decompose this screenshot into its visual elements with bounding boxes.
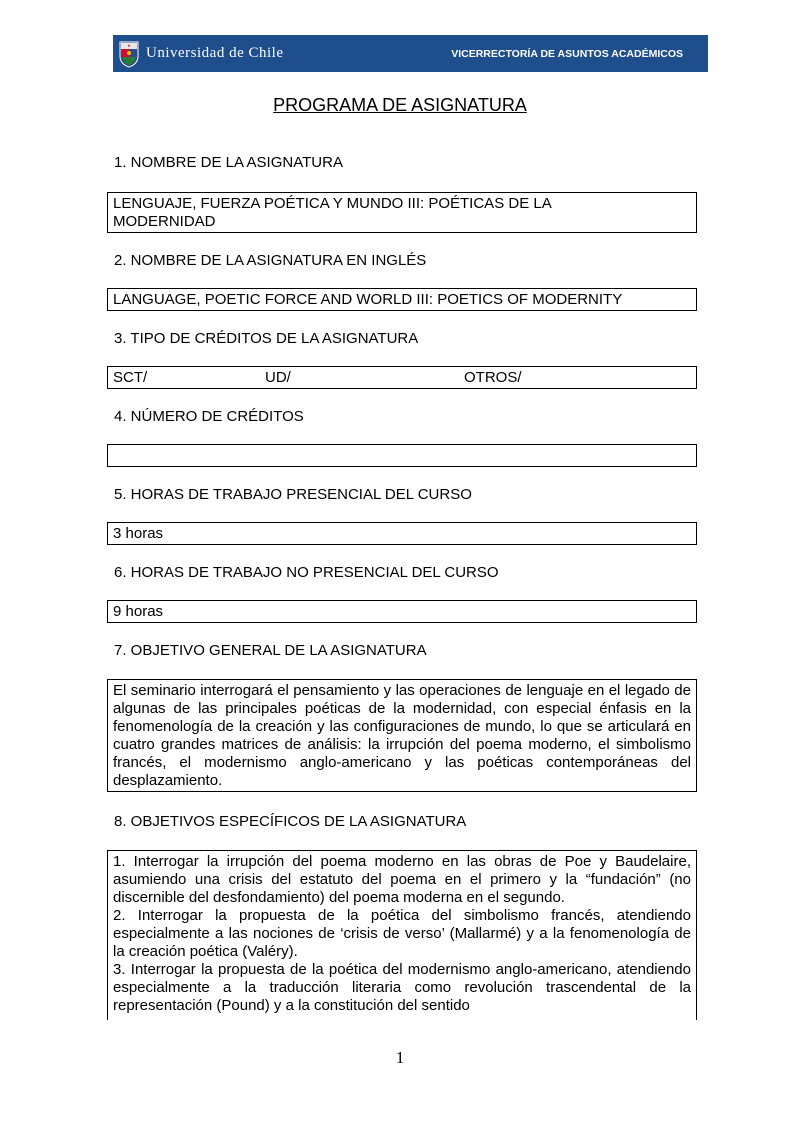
section-7-box — [107, 679, 697, 792]
section-2-heading: 2. NOMBRE DE LA ASIGNATURA EN INGLÉS — [114, 252, 427, 269]
section-6-heading: 6. HORAS DE TRABAJO NO PRESENCIAL DEL CURSO — [114, 564, 499, 581]
section-5-heading: 5. HORAS DE TRABAJO PRESENCIAL DEL CURSO — [114, 486, 472, 503]
credit-type-otros: OTROS/ — [464, 369, 522, 386]
header-banner — [113, 35, 708, 72]
vicerrectoria-label: VICERRECTORÍA DE ASUNTOS ACADÉMICOS — [451, 47, 683, 60]
specific-objective-2: 2. Interrogar la propuesta de la poética del simbolismo francés, atendiendo especialmente a las nociones de ‘crisis de verso’ (Mallarmé) y a la fenomenología de la creación poética (Valéry). — [113, 907, 691, 960]
section-1-heading: 1. NOMBRE DE LA ASIGNATURA — [114, 154, 343, 171]
section-8-heading: 8. OBJETIVOS ESPECÍFICOS DE LA ASIGNATURA — [114, 813, 467, 830]
document-title: PROGRAMA DE ASIGNATURA — [273, 95, 527, 115]
course-name-line-2: MODERNIDAD — [113, 213, 216, 230]
specific-objective-3: 3. Interrogar la propuesta de la poética del modernismo anglo-americano, atendiendo especialmente a la traducción literaria como revolución trascendental de la representación (Pound) y a la constitución del sentido — [113, 961, 691, 1014]
non-presential-hours: 9 horas — [113, 603, 164, 620]
university-shield-icon — [118, 39, 140, 69]
course-name-english: LANGUAGE, POETIC FORCE AND WORLD III: POETICS OF MODERNITY — [113, 291, 623, 308]
section-8-box — [107, 850, 697, 1020]
credit-type-ud: UD/ — [265, 369, 291, 386]
section-4-heading: 4. NÚMERO DE CRÉDITOS — [114, 408, 304, 425]
university-name: Universidad de Chile — [146, 45, 284, 61]
section-2-box — [107, 288, 697, 311]
course-name-line-1: LENGUAJE, FUERZA POÉTICA Y MUNDO III: POÉTICAS DE LA — [113, 195, 552, 212]
section-1-box — [107, 192, 697, 233]
presential-hours: 3 horas — [113, 525, 164, 542]
general-objective-text: El seminario interrogará el pensamiento y las operaciones de lenguaje en el legado de algunas de las principales poéticas de la modernidad, con especial énfasis en la fenomenología de la creación y las configuraciones de mundo, lo que se articulará en cuatro grandes matrices de análisis: la irrupción del poema moderno, el simbolismo francés, el modernismo anglo-americano y las poéticas contemporáneas del desplazamiento. — [113, 682, 691, 789]
page-number: 1 — [395, 1048, 405, 1067]
section-3-box — [107, 366, 697, 389]
section-4-box — [107, 444, 697, 467]
section-6-box — [107, 600, 697, 623]
credit-type-sct: SCT/ — [113, 369, 148, 386]
section-3-heading: 3. TIPO DE CRÉDITOS DE LA ASIGNATURA — [114, 330, 419, 347]
specific-objective-1: 1. Interrogar la irrupción del poema moderno en las obras de Poe y Baudelaire, asumiendo una crisis del estatuto del poema en el primero y la “fundación” (no discernible del desfondamiento) del poema moderna en el segundo. — [113, 853, 691, 906]
section-7-heading: 7. OBJETIVO GENERAL DE LA ASIGNATURA — [114, 642, 427, 659]
section-5-box — [107, 522, 697, 545]
